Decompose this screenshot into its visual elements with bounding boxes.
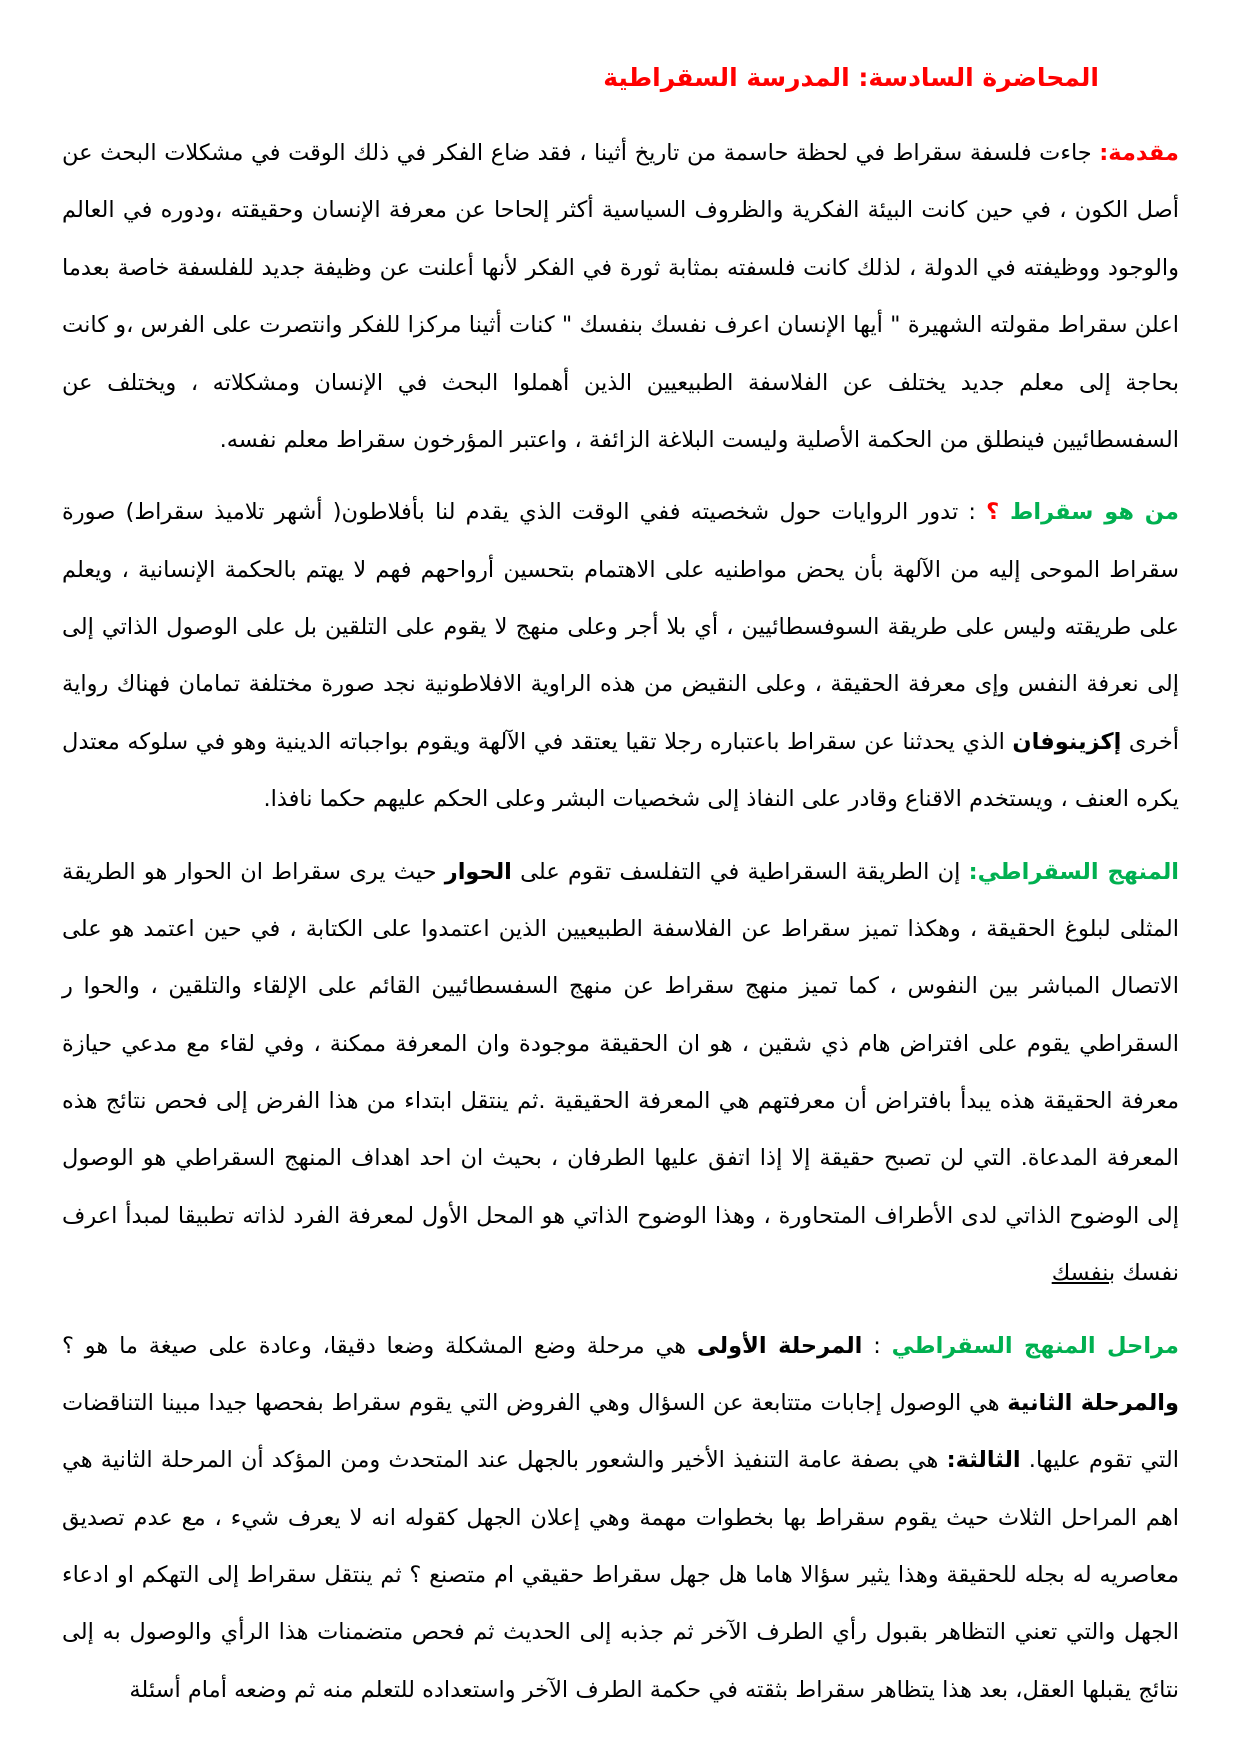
stages-body-1: هي مرحلة وضع المشكلة وضعا دقيقا، وعادة على صيغة ما هو ؟ — [62, 1332, 697, 1359]
stages-stage-2-label: والمرحلة الثانية — [1007, 1389, 1179, 1416]
who-body-2: الذي يحدثنا عن سقراط باعتباره رجلا تقيا يعتقد في الآلهة ويقوم بواجباته الدينية وهو في سلوكه معتدل يكره العنف ، ويستخدم الاقناع وقادر على النفاذ إلى شخصيات البشر وعلى الحكم عليهم حكما نافذا. — [62, 728, 1179, 813]
paragraph-method-stages — [62, 1318, 1179, 1720]
who-bold-name-xenophon: إكزينوفان — [1012, 728, 1122, 755]
intro-body: جاءت فلسفة سقراط في لحظة حاسمة من تاريخ أثينا ، فقد ضاع الفكر في ذلك الوقت في مشكلات البحث عن أصل الكون ، في حين كانت البيئة الفكرية والظروف السياسية أكثر إلحاحا عن معرفة الإنسان وحقيقته ،ودوره في العالم والوجود ووظيفته في الدولة ، لذلك كانت فلسفته بمثابة ثورة في الفكر لأنها أعلنت عن وظيفة جديد للفلسفة خاصة بعدما اعلن سقراط مقولته الشهيرة " أيها الإنسان اعرف نفسك بنفسك " كنات أثينا مركزا للفكر وانتصرت على الفرس ،و كانت بحاجة إلى معلم جديد يختلف عن الفلاسفة الطبيعيين الذين أهملوا البحث في الإنسان ومشكلاته ، ويختلف عن السفسطائيين فينطلق من الحكمة الأصلية وليست البلاغة الزائفة ، واعتبر المؤرخون سقراط معلم نفسه. — [62, 140, 1179, 453]
paragraph-who-is-socrates — [62, 484, 1179, 828]
method-underlined-word: بنفسك — [1051, 1260, 1116, 1287]
method-heading: المنهج السقراطي: — [968, 858, 1179, 885]
who-heading: من هو سقراط — [999, 499, 1179, 526]
method-bold-dialogue: الحوار — [444, 858, 512, 885]
stages-stage-1-label: المرحلة الأولى — [696, 1332, 863, 1359]
lecture-title: المحاضرة السادسة: المدرسة السقراطية — [603, 63, 1099, 92]
stages-stage-3-label: الثالثة: — [946, 1447, 1021, 1474]
who-body-1: : تدور الروايات حول شخصيته ففي الوقت الذي يقدم لنا بأفلاطون( أشهر تلاميذ سقراط) صورة سقراط الموحى إليه من الآلهة بأن يحض مواطنيه على الاهتمام بتحسين أرواحهم فهم لا يهتم بالحكمة الإنسانية ، ويعلم على طريقته وليس على طريقة السوفسطائيين ، أي بلا أجر وعلى منهج لا يقوم على التلقين بل على الوصول الذاتي إلى إلى نعرفة النفس وإى معرفة الحقيقة ، وعلى النقيض من هذه الراوية الافلاطونية نجد صورة مختلفة تمامان فهناك رواية أخرى — [62, 499, 1180, 755]
stages-heading: مراحل المنهج السقراطي — [891, 1332, 1179, 1359]
stages-body-3: هي بصفة عامة التنفيذ الأخير والشعور بالجهل عند المتحدث ومن المؤكد أن المرحلة الثانية هي اهم المراحل الثلاث حيث يقوم سقراط بها بخطوات مهمة وهي إعلان الجهل كقوله انه لا يعرف شيء ، مع عدم تصديق معاصريه له بجله للحقيقة وهذا يثير سؤالا هاما هل جهل سقراط حقيقي ام متصنع ؟ ثم ينتقل سقراط إلى التهكم او ادعاء الجهل والتي تعني التظاهر بقبول رأي الطرف الآخر ثم جذبه إلى الحديث ثم فحص متضمنات هذا الرأي والوصول به إلى نتائج يقبلها العقل، بعد هذا يتظاهر سقراط بثقته في حكمة الطرف الآخر واستعداده للتعلم منه ثم وضعه أمام أسئلة — [62, 1447, 1179, 1703]
stages-separator: : — [862, 1332, 892, 1359]
who-question-mark: ؟ — [986, 499, 1000, 526]
paragraph-socratic-method — [62, 844, 1179, 1303]
stages-body-2: هي الوصول إجابات متتابعة عن السؤال وهي الفروض التي يقوم سقراط بفحصها جيدا مبينا التناقضات التي تقوم عليها. — [62, 1389, 1179, 1474]
intro-heading: مقدمة: — [1099, 140, 1179, 166]
paragraph-intro — [62, 125, 1179, 469]
method-body-1: إن الطريقة السقراطية في التفلسف تقوم على — [511, 858, 969, 885]
method-body-2: حيث يرى سقراط ان الحوار هو الطريقة المثلى لبلوغ الحقيقة ، وهكذا تميز سقراط عن الفلاسفة الطبيعيين الذين اعتمدوا على الكتابة ، في حين اعتمد هو على الاتصال المباشر بين النفوس ، كما تميز منهج سقراط عن منهج السفسطائيين القائم على الإلقاء والتلقين ، والحوا ر السقراطي يقوم على افتراض هام ذي شقين ، هو ان الحقيقة موجودة وان المعرفة ممكنة ، وفي لقاء مع مدعي حيازة معرفة الحقيقة هذه يبدأ بافتراض أن معرفتهم هي المعرفة الحقيقية .ثم ينتقل ابتداء من هذا الفرض إلى فحص نتائج هذه المعرفة المدعاة. التي لن تصبح حقيقة إلا إذا اتفق عليها الطرفان ، بحيث ان احد اهداف المنهج السقراطي هو الوصول إلى الوضوح الذاتي لدى الأطراف المتحاورة ، وهذا الوضوح الذاتي هو المحل الأول لمعرفة الفرد لذاته تطبيقا لمبدأ اعرف نفسك — [62, 858, 1179, 1287]
